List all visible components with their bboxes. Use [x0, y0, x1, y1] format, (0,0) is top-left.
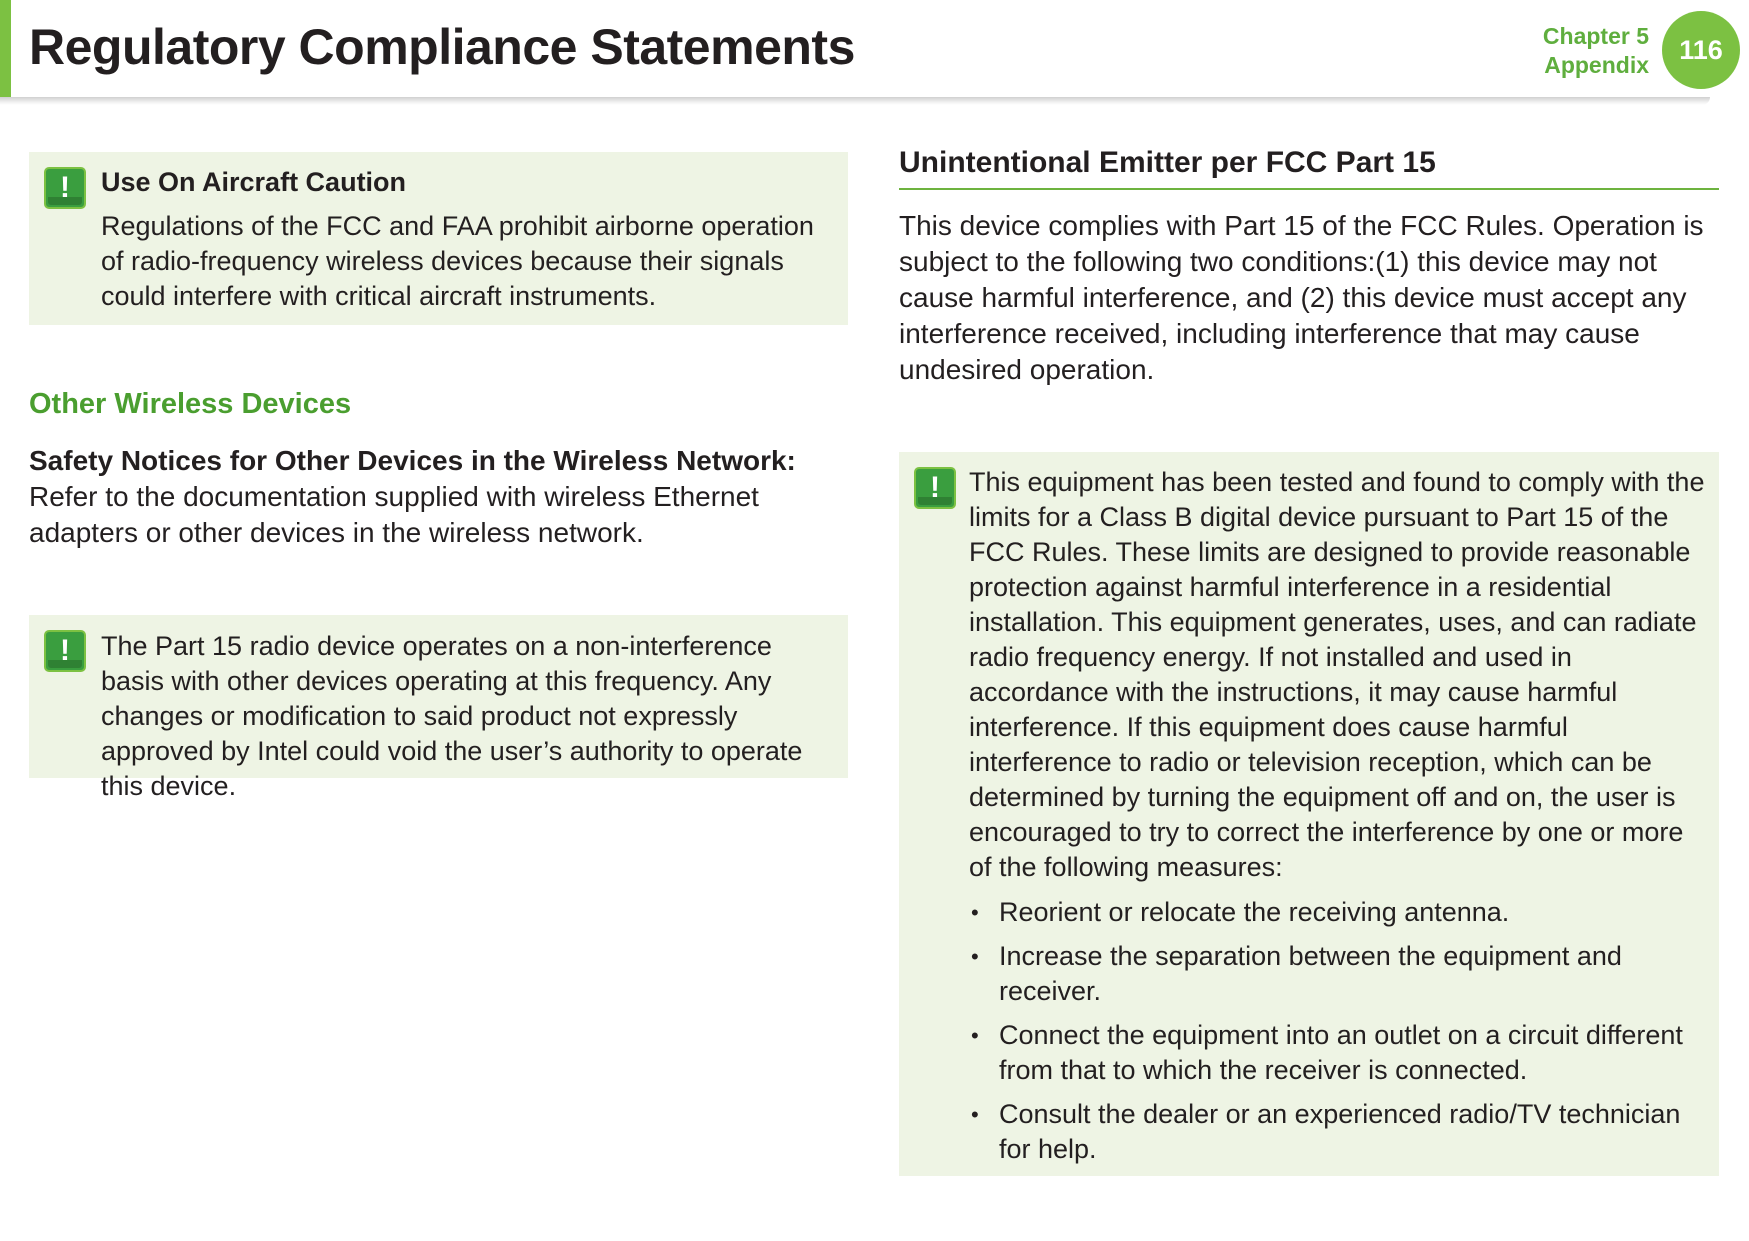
class-b-text: This equipment has been tested and found to comply with the limits for a Class B digital device pursuant to Part 15 of the FCC Rules. These limits are designed to provide reasonable protection against harmful interference in a residential installation. This equipment generates, uses, and can radiate radio frequency energy. If not installed and used in accordance with the instructions, it may cause harmful interference. If this equipment does cause harmful interference to radio or television reception, which can be determined by turning the equipment off and on, the user is encouraged to try to correct the interference by one or more of the following measures: [969, 467, 1705, 882]
other-wireless-paragraph [29, 443, 851, 551]
aircraft-caution-body [101, 164, 832, 314]
list-item: • Increase the separation between the equipment and receiver. [969, 939, 1705, 1009]
aircraft-caution-text: Regulations of the FCC and FAA prohibit airborne operation of radio-frequency wireless devices because their signals could interfere with critical aircraft instruments. [101, 211, 814, 311]
part15-device-text: The Part 15 radio device operates on a non-interference basis with other devices operating at this frequency. Any changes or modification to said product not expressly approved by Intel could void the user’s authority to operate this device. [101, 631, 803, 801]
exclamation-icon: ! [914, 467, 956, 509]
aircraft-caution-title: Use On Aircraft Caution [101, 167, 407, 197]
other-wireless-heading: Other Wireless Devices [29, 388, 352, 420]
class-b-note [899, 452, 1719, 1176]
list-item: • Reorient or relocate the receiving antenna. [969, 895, 1705, 930]
chapter-section: Appendix [1544, 52, 1649, 78]
safety-notices-text: Refer to the documentation supplied with wireless Ethernet adapters or other devices in the wireless network. [29, 481, 759, 548]
class-b-body [969, 465, 1705, 1176]
part15-device-body [101, 629, 832, 804]
page-title: Regulatory Compliance Statements [29, 19, 855, 75]
list-item: • Consult the dealer or an experienced radio/TV technician for help. [969, 1097, 1705, 1167]
aircraft-caution-note [29, 152, 848, 325]
part15-device-note [29, 615, 848, 801]
chapter-label [1543, 22, 1649, 80]
chapter-number: Chapter 5 [1542, 23, 1649, 49]
fcc-part15-intro: This device complies with Part 15 of the FCC Rules. Operation is subject to the following two conditions:(1) this device may not cause harmful interference, and (2) this device must accept any interference received, including interference that may cause undesired operation. [899, 210, 1704, 385]
fcc-part15-heading: Unintentional Emitter per FCC Part 15 [899, 146, 1719, 190]
exclamation-icon: ! [44, 167, 86, 209]
interference-measures-list [969, 895, 1705, 1167]
page-number-badge: 116 [1662, 11, 1740, 89]
safety-notices-lead: Safety Notices for Other Devices in the Wireless Network: [29, 445, 796, 476]
header-accent-bar [0, 0, 11, 97]
list-item: • Connect the equipment into an outlet on a circuit different from that to which the receiver is connected. [969, 1018, 1705, 1088]
header-divider [0, 97, 1710, 105]
exclamation-icon: ! [44, 630, 86, 672]
